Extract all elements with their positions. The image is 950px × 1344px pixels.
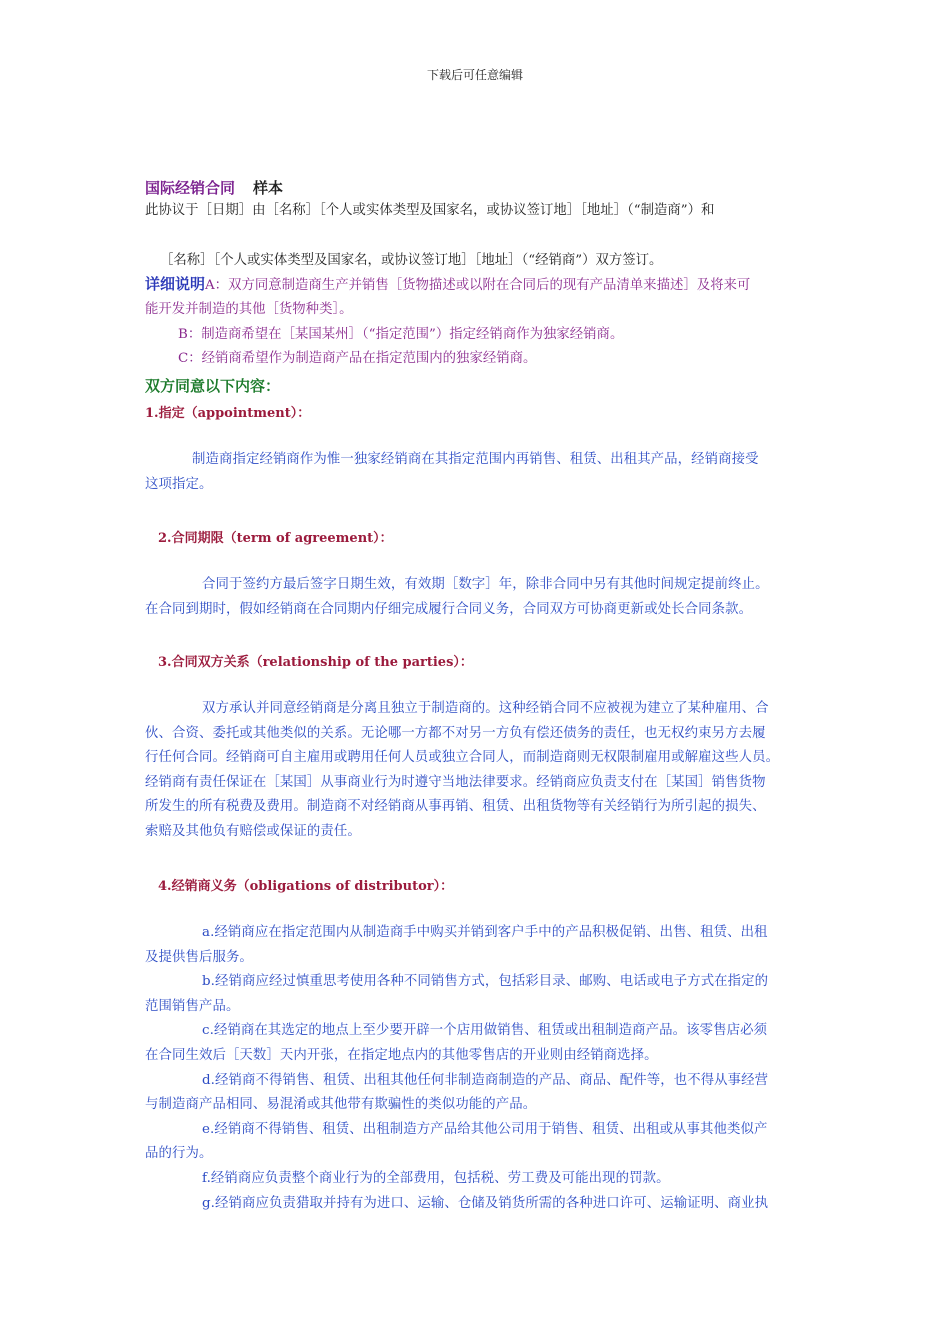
section-3-line: 伙、合资、委托或其他类似的关系。无论哪一方都不对另一方负有偿还债务的责任，也无权约束另方去履 bbox=[145, 725, 766, 741]
section-4-body bbox=[145, 921, 810, 1216]
obligation-f-line-1: f.经销商应负责整个商业行为的全部费用，包括税、劳工费及可能出现的罚款。 bbox=[202, 1170, 670, 1186]
details-label: 详细说明 bbox=[145, 275, 206, 293]
section-3-line: 行任何合同。经销商可自主雇用或聘用任何人员或独立合同人，而制造商则无权限制雇用或解雇这些人员。 bbox=[145, 750, 780, 766]
document-title bbox=[145, 177, 283, 198]
section-3-line: 索赔及其他负有赔偿或保证的责任。 bbox=[145, 823, 361, 839]
section-2-heading: 2.合同期限（term of agreement）： bbox=[158, 531, 393, 546]
details-a-line-1 bbox=[145, 273, 750, 299]
obligation-a-line-2: 及提供售后服务。 bbox=[145, 949, 253, 965]
obligation-d-line-2: 与制造商产品相同、易混淆或其他带有欺骗性的类似功能的产品。 bbox=[145, 1097, 537, 1113]
intro-line-2: ［名称］［个人或实体类型及国家名，或协议签订地］［地址］（“经销商”）双方签订。 bbox=[160, 253, 663, 268]
title-main: 国际经销合同 bbox=[145, 179, 236, 197]
obligation-b-line-1: b.经销商应经过慎重思考使用各种不同销售方式，包括彩目录、邮购、电话或电子方式在指定的 bbox=[202, 974, 769, 990]
intro-line-1: 此协议于［日期］由［名称］［个人或实体类型及国家名，或协议签订地］［地址］（“制造商”）和 bbox=[145, 203, 715, 218]
obligation-a-line-1: a.经销商应在指定范围内从制造商手中购买并销到客户手中的产品积极促销、出售、租赁、出租 bbox=[202, 925, 768, 940]
obligation-b-line-2: 范围销售产品。 bbox=[145, 998, 240, 1014]
section-4-heading: 4.经销商义务（obligations of distributor）： bbox=[158, 879, 454, 894]
obligation-c-line-2: 在合同生效后［天数］天内开张，在指定地点内的其他零售店的开业则由经销商选择。 bbox=[145, 1047, 658, 1063]
section-3-body bbox=[145, 697, 810, 845]
details-c: C：经销商希望作为制造商产品在指定范围内的独家经销商。 bbox=[178, 351, 537, 366]
section-1-heading: 1.指定（appointment）： bbox=[145, 406, 311, 421]
section-1-line: 制造商指定经销商作为惟一独家经销商在其指定范围内再销售、租赁、出租其产品，经销商接受 bbox=[192, 452, 759, 467]
section-3-line: 所发生的所有税费及费用。制造商不对经销商从事再销、租赁、出租货物等有关经销行为所引起的损失、 bbox=[145, 799, 766, 815]
section-2-line: 在合同到期时，假如经销商在合同期内仔细完成履行合同义务，合同双方可协商更新或处长合同条款。 bbox=[145, 601, 753, 617]
section-3-heading: 3.合同双方关系（relationship of the parties）： bbox=[158, 655, 473, 670]
agree-heading: 双方同意以下内容： bbox=[145, 377, 281, 395]
section-2-line: 合同于签约方最后签字日期生效，有效期［数字］年，除非合同中另有其他时间规定提前终止。 bbox=[202, 577, 769, 592]
obligation-g-line-1: g.经销商应负责猎取并持有为进口、运输、仓储及销货所需的各种进口许可、运输证明、商业执 bbox=[202, 1195, 769, 1211]
title-sub: 样本 bbox=[253, 179, 284, 197]
details-b: B：制造商希望在［某国某州］（“指定范围”）指定经销商作为独家经销商。 bbox=[178, 327, 624, 342]
section-3-line: 经销商有责任保证在［某国］从事商业行为时遵守当地法律要求。经销商应负责支付在［某国］销售货物 bbox=[145, 774, 766, 790]
section-1-body bbox=[145, 448, 810, 497]
details-a-line-2: 能开发并制造的其他［货物种类］。 bbox=[145, 302, 353, 317]
obligation-c-line-1: c.经销商在其选定的地点上至少要开辟一个店用做销售、租赁或出租制造商产品。该零售店必须 bbox=[202, 1023, 768, 1039]
section-3-line: 双方承认并同意经销商是分离且独立于制造商的。这种经销合同不应被视为建立了某种雇用、合 bbox=[202, 701, 769, 716]
obligation-e-line-2: 品的行为。 bbox=[145, 1146, 213, 1162]
section-2-body bbox=[145, 573, 810, 622]
page-header: 下载后可任意编辑 bbox=[426, 68, 523, 82]
details-a-text: A：双方同意制造商生产并销售［货物描述或以附在合同后的现有产品清单来描述］及将来可 bbox=[205, 278, 751, 293]
section-1-line: 这项指定。 bbox=[145, 476, 213, 492]
obligation-e-line-1: e.经销商不得销售、租赁、出租制造方产品给其他公司用于销售、租赁、出租或从事其他类似产 bbox=[202, 1121, 768, 1137]
obligation-d-line-1: d.经销商不得销售、租赁、出租其他任何非制造商制造的产品、商品、配件等，也不得从事经营 bbox=[202, 1072, 769, 1088]
